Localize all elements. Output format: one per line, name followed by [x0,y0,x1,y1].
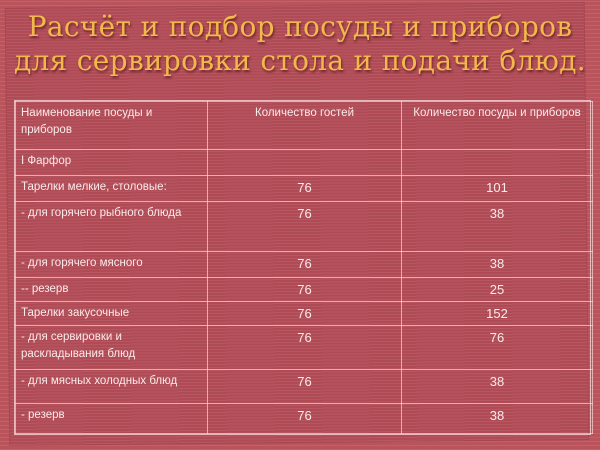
table-row [16,252,593,278]
row-count: 38 [402,252,593,278]
row-name: - для горячего рыбного блюда [16,202,208,252]
dishware-table-container [14,100,591,435]
table-row [16,326,593,370]
row-count: 25 [402,278,593,302]
row-count: 101 [402,176,593,202]
row-name: - для горячего мясного [16,252,208,278]
row-guests: 76 [208,302,402,326]
row-count: 38 [402,202,593,252]
table-row [16,370,593,404]
row-name: Тарелки мелкие, столовые: [16,176,208,202]
row-count: 76 [402,326,593,370]
row-guests: 76 [208,404,402,434]
table-row [16,150,593,176]
header-guest-count: Количество гостей [208,102,402,150]
row-guests: 76 [208,202,402,252]
table-row [16,202,593,252]
header-dish-count: Количество посуды и приборов [402,102,593,150]
row-name: I Фарфор [16,150,208,176]
table-row [16,278,593,302]
row-name: - для сервировки и раскладывания блюд [16,326,208,370]
row-name: -- резерв [16,278,208,302]
header-item-name: Наименование посуды и приборов [16,102,208,150]
row-count: 152 [402,302,593,326]
row-count [402,150,593,176]
row-guests: 76 [208,278,402,302]
row-count: 38 [402,370,593,404]
table-row [16,302,593,326]
title-line-2: для сервировки стола и подачи блюд. [14,44,586,77]
row-name: - резерв [16,404,208,434]
table-row [16,404,593,434]
row-guests: 76 [208,176,402,202]
row-name: - для мясных холодных блюд [16,370,208,404]
table-header-row [16,102,593,150]
row-guests: 76 [208,252,402,278]
row-guests: 76 [208,326,402,370]
dishware-table [15,101,593,434]
title-line-1: Расчёт и подбор посуды и приборов [27,10,573,43]
row-guests [208,150,402,176]
row-count: 38 [402,404,593,434]
table-row [16,176,593,202]
row-name: Тарелки закусочные [16,302,208,326]
slide-title [0,10,600,78]
row-guests: 76 [208,370,402,404]
